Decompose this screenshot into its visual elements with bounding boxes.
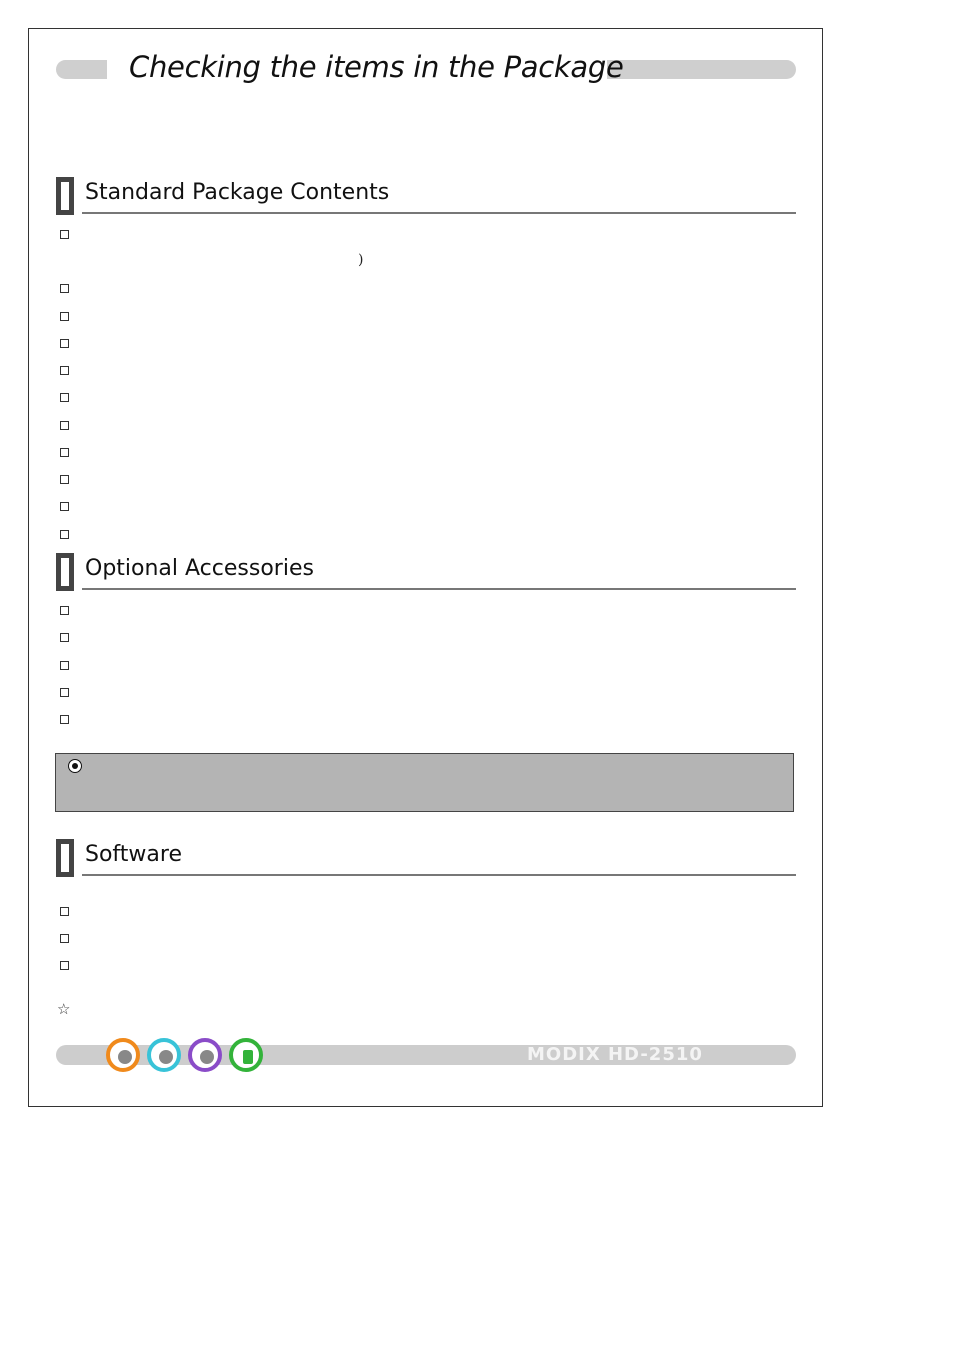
checkbox-icon (60, 530, 69, 539)
checkbox-icon (60, 907, 69, 916)
checkbox-icon (60, 502, 69, 511)
section-marker-icon (56, 177, 74, 215)
checkbox-icon (60, 606, 69, 615)
section-rule (82, 588, 796, 590)
checkbox-icon (60, 230, 69, 239)
checkbox-icon (60, 715, 69, 724)
section-marker-icon (56, 839, 74, 877)
camera-icon (188, 1038, 222, 1072)
checkbox-icon (60, 421, 69, 430)
section-rule (82, 212, 796, 214)
brand-logo: MODIX HD-2510 (527, 1044, 703, 1065)
checkbox-icon (60, 393, 69, 402)
section-heading-optional: Optional Accessories (85, 556, 314, 581)
title-bar-right (607, 60, 796, 79)
section-rule (82, 874, 796, 876)
checkbox-icon (60, 312, 69, 321)
section-marker-icon (56, 553, 74, 591)
checkbox-icon (60, 934, 69, 943)
page-title: Checking the items in the Package (129, 50, 624, 84)
checkbox-icon (60, 366, 69, 375)
checkbox-icon (60, 475, 69, 484)
section-heading-standard: Standard Package Contents (85, 180, 390, 205)
title-bar-left (56, 60, 107, 79)
checkbox-icon (60, 284, 69, 293)
headphones-icon (147, 1038, 181, 1072)
checkbox-icon (60, 633, 69, 642)
hand-icon (68, 759, 82, 773)
checkbox-icon (60, 688, 69, 697)
remote-icon (106, 1038, 140, 1072)
checkbox-icon (60, 661, 69, 670)
battery-icon (229, 1038, 263, 1072)
checkbox-icon (60, 339, 69, 348)
item-paren: ) (358, 252, 364, 268)
star-icon: ☆ (57, 1000, 71, 1018)
checkbox-icon (60, 448, 69, 457)
checkbox-icon (60, 961, 69, 970)
section-heading-software: Software (85, 842, 182, 867)
note-box (55, 753, 794, 812)
